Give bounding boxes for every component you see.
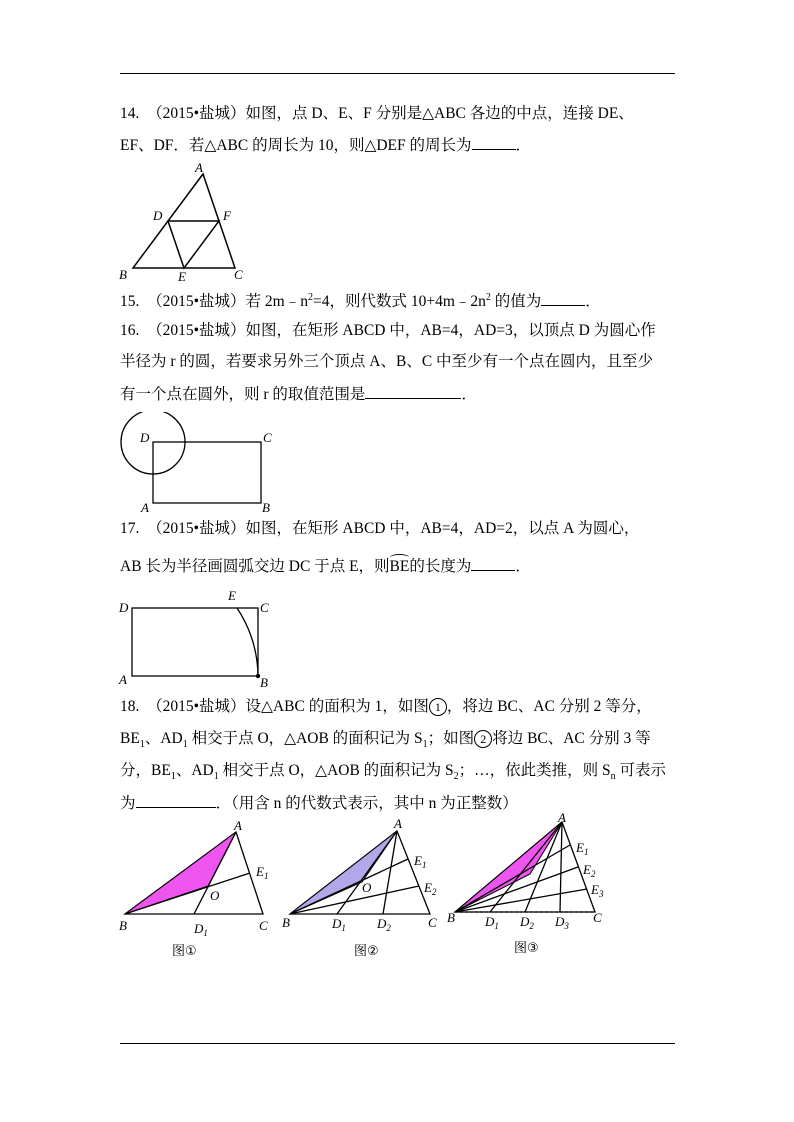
svg-text:D3: $D_3$ bbox=[555, 914, 569, 931]
q16-label-c: C bbox=[263, 430, 272, 445]
q18-figure-3 bbox=[445, 810, 615, 932]
svg-text:D1: $D_1$ bbox=[332, 916, 346, 933]
q18-figure-1 bbox=[115, 818, 280, 936]
q14-triangle-figure bbox=[115, 160, 255, 285]
figure-1-ref: 1 bbox=[429, 698, 447, 716]
q16-line3: 有一个点在圆外，则 r 的取值范围是 ． bbox=[120, 386, 477, 403]
q14-label-e: E bbox=[178, 269, 186, 284]
svg-text:C: C bbox=[593, 910, 602, 925]
q14-label-b: B bbox=[119, 267, 127, 282]
q17-rectangle-arc-figure bbox=[115, 588, 285, 688]
q18-line4: 为 ．（用含 n 的代数式表示，其中 n 为正整数） bbox=[120, 795, 518, 812]
svg-text:O: O bbox=[210, 888, 220, 903]
q16-label-d: D bbox=[140, 430, 150, 445]
q14-label-f: F bbox=[223, 208, 231, 223]
aob-shaded-region bbox=[290, 831, 397, 914]
q16-line2: 半径为 r 的圆，若要求另外三个顶点 A、B、C 中至少有一个点在圆内，且至少 bbox=[120, 353, 654, 370]
svg-text:A: A bbox=[558, 810, 566, 825]
q16-label-b: B bbox=[262, 500, 270, 515]
answer-blank bbox=[365, 384, 461, 399]
answer-blank bbox=[471, 556, 515, 571]
q14-line1: 14. （2015•盐城）如图，点 D、E、F 分别是△ABC 各边的中点，连接 DE、 bbox=[120, 105, 634, 122]
svg-text:D2: $D_2$ bbox=[520, 914, 534, 931]
svg-text:O: O bbox=[362, 880, 372, 895]
figure-3-caption: 图③ bbox=[514, 941, 539, 956]
q16-label-a: A bbox=[141, 500, 149, 515]
arc-be-symbol: BE bbox=[389, 558, 410, 575]
svg-text:D2: $D_2$ bbox=[377, 916, 391, 933]
top-rule bbox=[120, 73, 675, 74]
svg-text:E3: $E_3$ bbox=[591, 882, 604, 899]
svg-text:D1: $D_1$ bbox=[194, 921, 208, 936]
figure-2-ref: 2 bbox=[474, 730, 492, 748]
svg-text:A: A bbox=[394, 816, 402, 831]
bottom-rule bbox=[120, 1043, 675, 1044]
q18-line3: 分，$BE_1$、$AD_1$ 相交于点 O，△AOB 的面积记为 $S_2$；…，依此类推，则 $S_n$ 可表示 bbox=[120, 762, 667, 783]
q17-line2: AB 长为半径画圆弧交边 DC 于点 E，则BE的长度为 ． bbox=[120, 558, 531, 575]
answer-blank bbox=[541, 291, 585, 306]
svg-text:B: B bbox=[447, 910, 455, 925]
svg-text:E1: $E_1$ bbox=[256, 864, 269, 881]
figure-2-caption: 图② bbox=[354, 944, 379, 959]
q16-rectangle-circle-figure bbox=[115, 412, 285, 517]
q18-line2: $BE_1$、$AD_1$ 相交于点 O，△AOB 的面积记为 $S_1$；如图 2 将边 BC、AC 分别 3 等 bbox=[120, 730, 651, 751]
q17-label-b: B bbox=[260, 675, 268, 688]
svg-text:B: B bbox=[282, 915, 290, 930]
q18-figure-2 bbox=[280, 815, 445, 935]
figure-1-caption: 图① bbox=[172, 944, 197, 959]
q17-label-d: D bbox=[119, 600, 129, 615]
q18-line1: 18. （2015•盐城）设△ABC 的面积为 1，如图 1 ，将边 BC、AC 分别 2 等分， bbox=[120, 698, 652, 715]
svg-text:A: A bbox=[234, 818, 242, 833]
q14-line2: EF、DF．若△ABC 的周长为 10，则△DEF 的周长为 ． bbox=[120, 137, 532, 154]
q17-label-c: C bbox=[260, 600, 269, 615]
q14-label-a: A bbox=[195, 160, 203, 175]
svg-text:E2: $E_2$ bbox=[424, 880, 437, 897]
svg-text:E1: $E_1$ bbox=[414, 853, 427, 870]
q17-line1: 17. （2015•盐城）如图，在矩形 ABCD 中，AB=4，AD=2，以点 A 为圆心， bbox=[120, 520, 640, 537]
q16-line1: 16. （2015•盐城）如图，在矩形 ABCD 中，AB=4，AD=3，以顶点 D 为圆心作 bbox=[120, 322, 656, 339]
answer-blank bbox=[472, 135, 516, 150]
q14-label-d: D bbox=[153, 208, 163, 223]
svg-text:B: B bbox=[119, 918, 127, 933]
q14-label-c: C bbox=[234, 267, 243, 282]
svg-text:C: C bbox=[259, 918, 268, 933]
q15-line: 15. （2015•盐城）若 $2m﹣n^2=4$，则代数式 $10+4m﹣2n^2$ 的值为 ． bbox=[120, 292, 601, 311]
q17-label-a: A bbox=[119, 672, 127, 687]
svg-text:D1: $D_1$ bbox=[485, 914, 499, 931]
svg-text:E1: $E_1$ bbox=[576, 840, 589, 857]
aob-shaded-region bbox=[455, 822, 562, 912]
svg-text:E2: $E_2$ bbox=[583, 862, 596, 879]
svg-text:C: C bbox=[428, 915, 437, 930]
q17-label-e: E bbox=[228, 588, 236, 603]
answer-blank bbox=[136, 793, 216, 808]
